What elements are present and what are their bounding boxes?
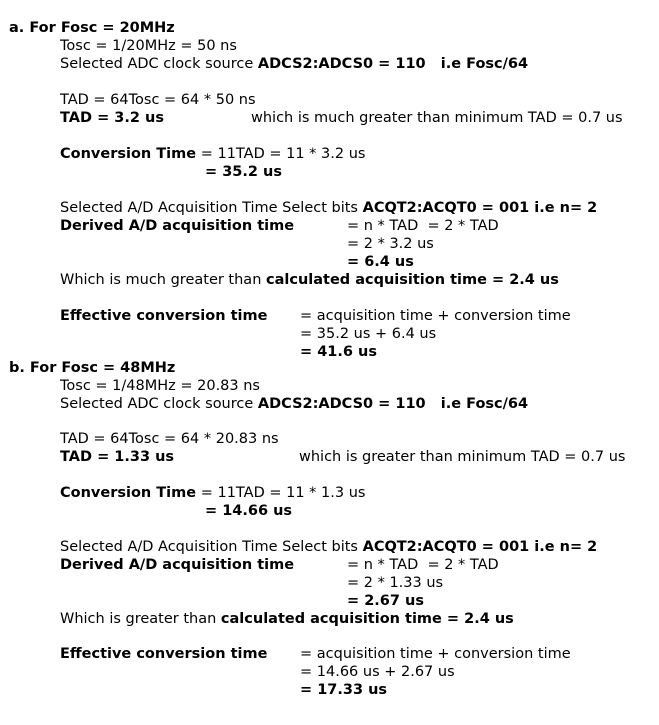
part-b-derived-label: Derived A/D acquisition time xyxy=(60,557,295,573)
part-a-clock-source xyxy=(60,55,528,73)
part-b-heading: b. For Fosc = 48MHz xyxy=(9,360,176,376)
part-b-tad-calc: TAD = 64Tosc = 64 * 20.83 ns xyxy=(60,431,279,447)
part-b-acq-bits: ACQT2:ACQT0 = 001 i.e n= 2 xyxy=(362,539,598,555)
part-b-tad-result: TAD = 1.33 us xyxy=(60,449,175,465)
part-b-clock-source xyxy=(60,395,528,413)
part-a-conversion-time xyxy=(60,145,365,163)
part-a-eff-label: Effective conversion time xyxy=(60,308,268,324)
part-b-tad-comment: which is greater than minimum TAD = 0.7 us xyxy=(299,449,626,465)
part-b-acq-prefix: Selected A/D Acquisition Time Select bits xyxy=(60,539,363,555)
part-a-tosc: Tosc = 1/20MHz = 50 ns xyxy=(60,38,237,54)
part-a-clock-bits: ADCS2:ADCS0 = 110 i.e Fosc/64 xyxy=(257,56,529,72)
part-a-acq-prefix: Selected A/D Acquisition Time Select bits xyxy=(60,200,363,216)
part-b-acq-select xyxy=(60,538,597,556)
part-a-clock-prefix: Selected ADC clock source xyxy=(60,56,258,72)
part-a-tad-calc: TAD = 64Tosc = 64 * 50 ns xyxy=(60,92,256,108)
part-b-eff-1: = acquisition time + conversion time xyxy=(300,646,571,662)
part-b-conv-result: = 14.66 us xyxy=(205,503,293,519)
part-a-tad-comment: which is much greater than minimum TAD = 0.7 us xyxy=(251,110,623,126)
part-b-derived-1: = n * TAD = 2 * TAD xyxy=(347,557,499,573)
part-a-derived-label: Derived A/D acquisition time xyxy=(60,218,295,234)
part-a-eff-1: = acquisition time + conversion time xyxy=(300,308,571,324)
part-b-compare xyxy=(60,610,514,628)
part-a-compare-prefix: Which is much greater than xyxy=(60,272,266,288)
part-b-conversion-time xyxy=(60,484,365,502)
part-b-eff-3: = 17.33 us xyxy=(300,682,388,698)
part-a-conv-formula: = 11TAD = 11 * 3.2 us xyxy=(196,146,366,162)
part-b-tosc: Tosc = 1/48MHz = 20.83 ns xyxy=(60,378,260,394)
part-a-acq-bits: ACQT2:ACQT0 = 001 i.e n= 2 xyxy=(362,200,598,216)
part-a-derived-1: = n * TAD = 2 * TAD xyxy=(347,218,499,234)
part-b-conv-formula: = 11TAD = 11 * 1.3 us xyxy=(196,485,366,501)
part-a-conv-result: = 35.2 us xyxy=(205,164,282,180)
part-b-eff-2: = 14.66 us + 2.67 us xyxy=(300,664,455,680)
part-a-derived-2: = 2 * 3.2 us xyxy=(347,236,434,252)
part-b-derived-2: = 2 * 1.33 us xyxy=(347,575,444,591)
part-b-conv-label: Conversion Time xyxy=(60,485,197,501)
part-a-compare-bold: calculated acquisition time = 2.4 us xyxy=(266,272,559,288)
part-a-eff-3: = 41.6 us xyxy=(300,344,377,360)
part-a-heading: a. For Fosc = 20MHz xyxy=(9,20,175,36)
part-a-compare xyxy=(60,271,559,289)
part-a-acq-select xyxy=(60,199,597,217)
part-a-eff-2: = 35.2 us + 6.4 us xyxy=(300,326,437,342)
part-a-conv-label: Conversion Time xyxy=(60,146,197,162)
part-b-compare-prefix: Which is greater than xyxy=(60,611,221,627)
part-a-tad-result: TAD = 3.2 us xyxy=(60,110,164,126)
part-b-compare-bold: calculated acquisition time = 2.4 us xyxy=(220,611,514,627)
part-b-derived-3: = 2.67 us xyxy=(347,593,424,609)
part-b-eff-label: Effective conversion time xyxy=(60,646,268,662)
part-b-clock-bits: ADCS2:ADCS0 = 110 i.e Fosc/64 xyxy=(257,396,529,412)
part-a-derived-3: = 6.4 us xyxy=(347,254,414,270)
part-b-clock-prefix: Selected ADC clock source xyxy=(60,396,258,412)
